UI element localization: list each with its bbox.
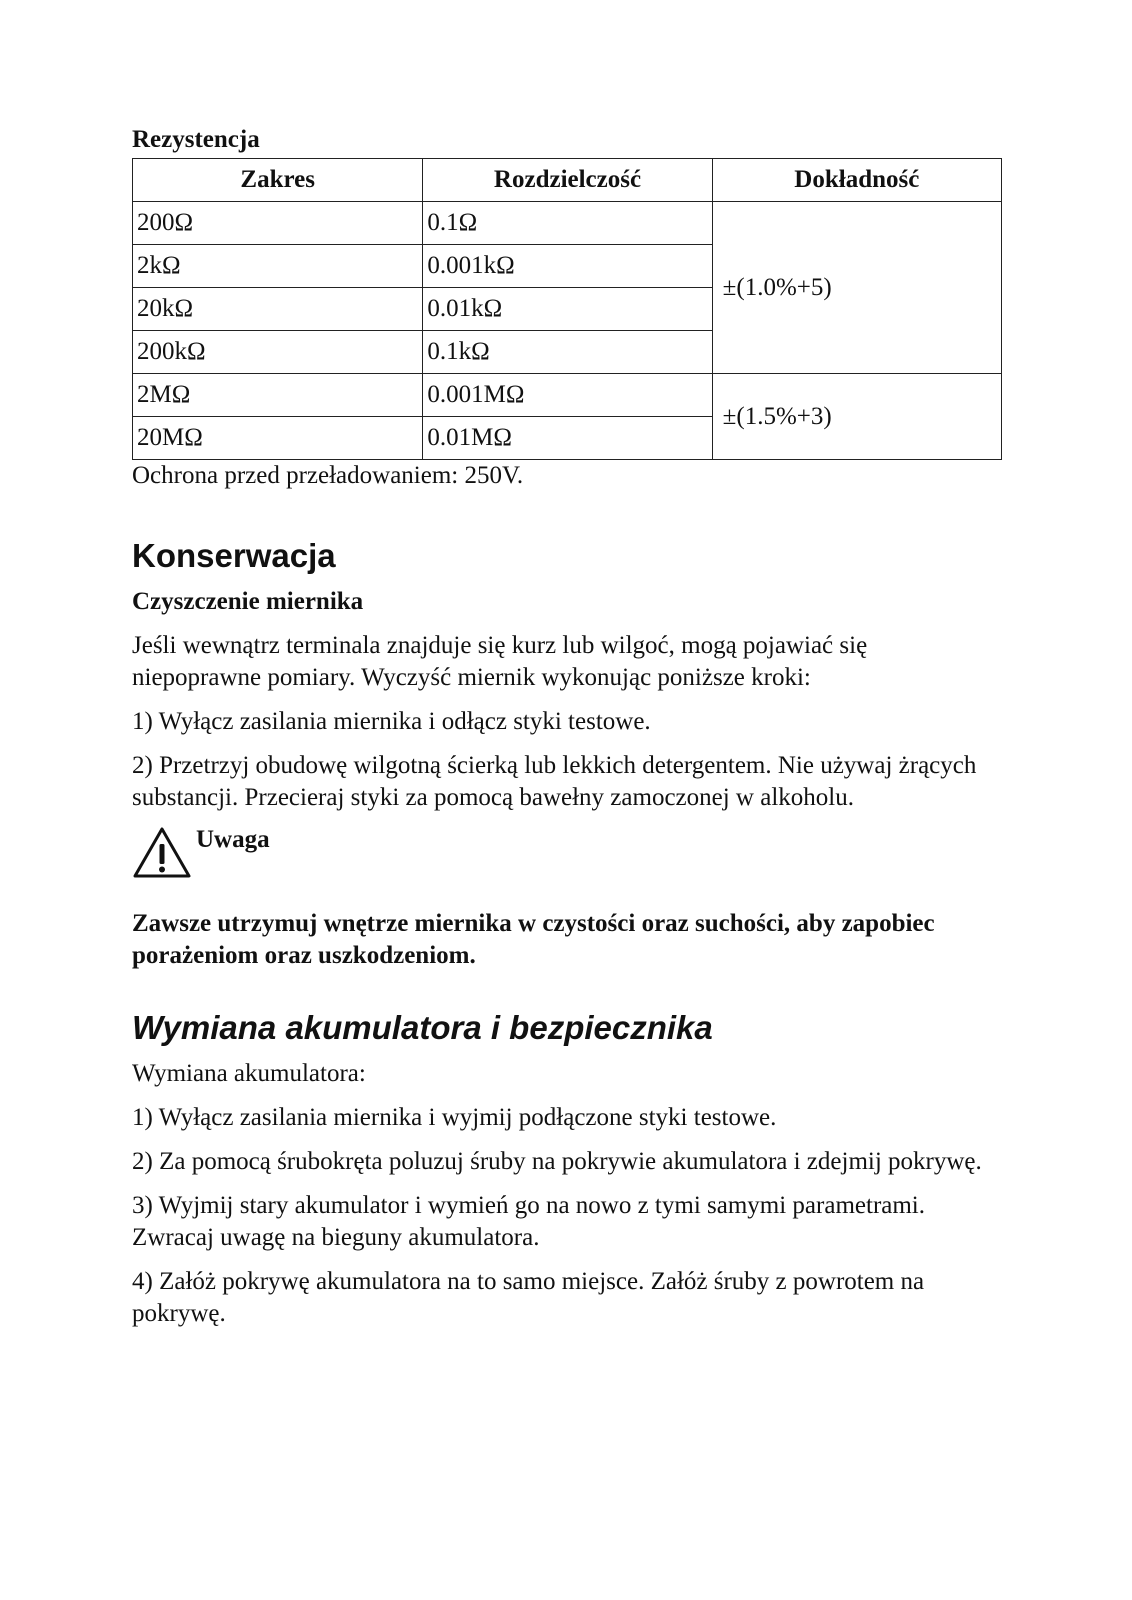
resolution-cell: 0.001MΩ xyxy=(423,374,712,417)
table-row xyxy=(133,202,1002,245)
replacement-step-3: 3) Wyjmij stary akumulator i wymień go na nowo z tymi samymi parametrami. Zwracaj uwagę na bieguny akumulatora. xyxy=(132,1192,926,1251)
replacement-step-1: 1) Wyłącz zasilania miernika i wyjmij podłączone styki testowe. xyxy=(132,1104,777,1131)
replacement-step-4: 4) Załóż pokrywę akumulatora na to samo miejsce. Załóż śruby z powrotem na pokrywę. xyxy=(132,1268,925,1327)
cleaning-intro: Jeśli wewnątrz terminala znajduje się kurz lub wilgoć, mogą pojawiać się niepoprawne pomiary. Wyczyść miernik wykonując poniższe kroki: xyxy=(132,632,868,691)
range-cell: 20kΩ xyxy=(133,288,423,331)
resolution-cell: 0.01MΩ xyxy=(423,417,712,460)
resolution-cell: 0.001kΩ xyxy=(423,245,712,288)
accuracy-cell: ±(1.5%+3) xyxy=(712,374,1001,460)
resistance-label: Rezystencja xyxy=(132,126,260,153)
range-cell: 200kΩ xyxy=(133,331,423,374)
document-page xyxy=(132,124,1002,1342)
maintenance-heading: Konserwacja xyxy=(132,537,336,574)
resolution-cell: 0.1kΩ xyxy=(423,331,712,374)
resolution-cell: 0.01kΩ xyxy=(423,288,712,331)
warning-text: Zawsze utrzymuj wnętrze miernika w czystości oraz suchości, aby zapobiec porażeniom oraz uszkodzeniom. xyxy=(132,910,935,969)
table-header-row xyxy=(133,159,1002,202)
cleaning-step-1: 1) Wyłącz zasilania miernika i odłącz styki testowe. xyxy=(132,708,651,735)
cleaning-step-2: 2) Przetrzyj obudowę wilgotną ścierką lub lekkich detergentem. Nie używaj żrących substancji. Przecieraj styki za pomocą bawełny zamoczonej w alkoholu. xyxy=(132,752,977,811)
accuracy-cell: ±(1.0%+5) xyxy=(712,202,1001,374)
range-cell: 2MΩ xyxy=(133,374,423,417)
range-cell: 200Ω xyxy=(133,202,423,245)
header-accuracy: Dokładność xyxy=(712,159,1001,202)
header-resolution: Rozdzielczość xyxy=(423,159,712,202)
range-cell: 2kΩ xyxy=(133,245,423,288)
warning-triangle-icon xyxy=(132,826,192,880)
header-range: Zakres xyxy=(133,159,423,202)
overload-protection-note: Ochrona przed przeładowaniem: 250V. xyxy=(132,462,524,489)
replacement-step-2: 2) Za pomocą śrubokręta poluzuj śruby na pokrywie akumulatora i zdejmij pokrywę. xyxy=(132,1148,982,1175)
resolution-cell: 0.1Ω xyxy=(423,202,712,245)
table-row xyxy=(133,374,1002,417)
cleaning-subheading: Czyszczenie miernika xyxy=(132,588,364,615)
warning-label: Uwaga xyxy=(196,826,270,853)
replacement-heading: Wymiana akumulatora i bezpiecznika xyxy=(132,1009,713,1046)
range-cell: 20MΩ xyxy=(133,417,423,460)
resistance-table xyxy=(132,158,1002,460)
replacement-intro: Wymiana akumulatora: xyxy=(132,1060,366,1087)
warning-block xyxy=(132,826,1002,888)
